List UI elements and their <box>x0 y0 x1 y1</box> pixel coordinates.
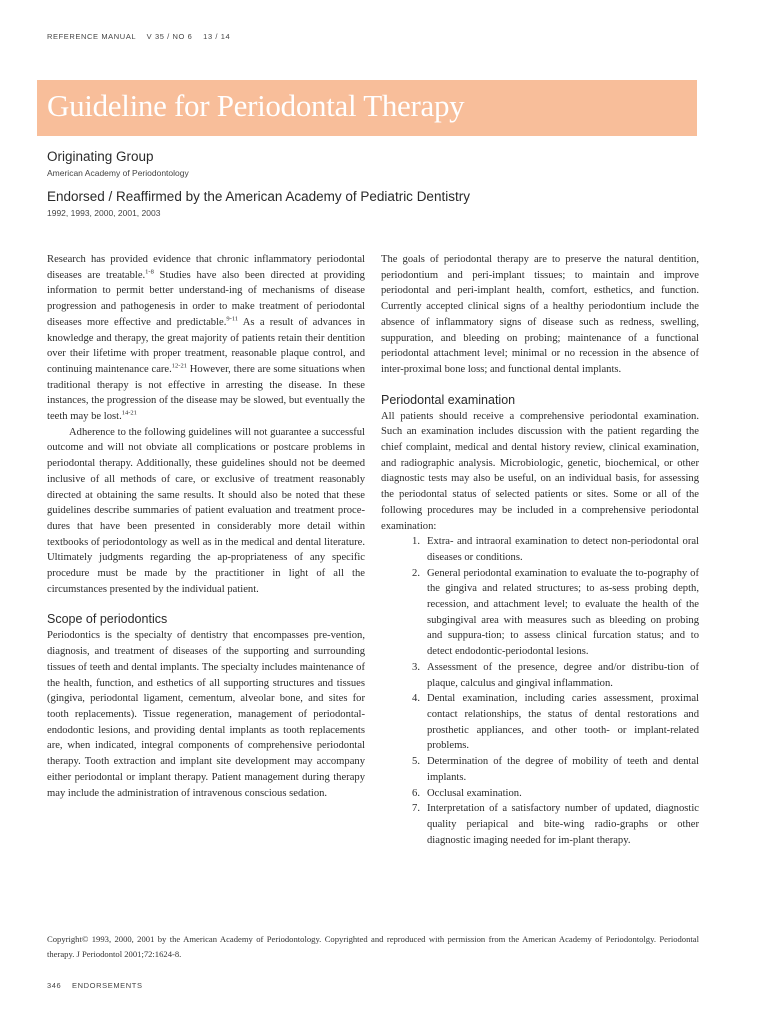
list-item: 2. General periodontal examination to evaluate the to-pography of the gingiva and related structures; to as-sess probing depth, recession, and attachment level; to evaluate the health of the subgingival area with measures such as bleeding on probing and suppura-tion; to assess clinical furcation status; and to detect endodontic-periodontal lesions. <box>412 567 699 658</box>
scope-paragraph: Periodontics is the specialty of dentistry that encompasses pre-vention, diagnosis, and treatment of diseases of the supporting and surrounding tissues of teeth and dental implants. The specialty includes maintenance of the health, function, and esthetics of all supporting structures and tissues (gingiva, periodontal ligament, cementum, alveolar bone, and sites for tooth replacements). Tissue regeneration, management of periodontal-endodontic lesions, and providing dental implants as tooth replacements are, when indicated, integral components of comprehensive periodontal therapy. Tooth extraction and implant site development may accompany either periodontal or implant therapy. Patient management during therapy may include the administration of intravenous conscious sedation. <box>47 630 365 799</box>
citation: 14-21 <box>121 409 137 417</box>
intro-paragraph-1: Research has provided evidence that chronic inflammatory periodontal diseases are treatable.$^{1-8}$ Studies have also been directed at providing information to permit better understand-ing of mechanisms of disease progression and pathogenesis in order to make treatment of periodontal diseases more effective and predictable.$^{9-11}$ As a result of advances in knowledge and therapy, the great majority of patients retain their dentition over their lifetime with proper treatment, reasonable plaque control, and continuing maintenance care.$^{12-21}$ However, there are some situations when traditional therapy is not effective in arresting the disease. In these instances, the progression of the disease may be slowed, but eventually the teeth may be lost.$^{14-21}$ <box>47 254 365 423</box>
originating-value: American Academy of Periodontology <box>47 168 189 178</box>
list-item: 3. Assessment of the presence, degree and/or distribu-tion of plaque, calculus and gingival inflammation. <box>412 661 699 689</box>
list-item: 6. Occlusal examination. <box>412 787 522 799</box>
right-column <box>381 252 699 848</box>
list-item: 4. Dental examination, including caries assessment, proximal contact relationships, the status of dental restorations and prosthetic appliances, and other tooth- or implant-related problems. <box>412 693 699 752</box>
left-column <box>47 252 365 801</box>
citation: 9-11 <box>226 315 239 323</box>
goals-paragraph: The goals of periodontal therapy are to preserve the natural dentition, periodontium and peri-implant tissues; to maintain and improve periodontal and peri-implant health, comfort, esthetics, and function. Currently accepted clinical signs of a healthy periodontium include the absence of inflammatory signs of disease such as redness, swelling, suppuration, and bleeding on probing; maintenance of a functional periodontal attachment level; minimal or no recession in the absence of inter-proximal bone loss; and functional dental implants. <box>381 254 699 375</box>
endorsed-years: 1992, 1993, 2000, 2001, 2003 <box>47 208 161 218</box>
procedure-list <box>381 534 699 848</box>
metadata-block <box>47 148 707 228</box>
page-title: Guideline for Periodontal Therapy <box>47 88 465 123</box>
intro-paragraph-2: Adherence to the following guidelines will not guarantee a successful outcome and will not obviate all complications or postcare problems in periodontal therapy. Additionally, these guidelines should not be deemed inclusive of all methods of care, or exclusive of treatment reasonably directed at obtaining the same results. It should also be noted that these guidelines describe summaries of patient evaluation and treatment proce-dures that have been presented in considerably more detail within textbooks of periodontology as well as in the medical and dental literature. Ultimately judgments regarding the ap-propriateness of any specific procedure must be made by the practitioner in light of all the circumstances presented by the individual patient. <box>47 426 365 595</box>
citation: 12-21 <box>171 362 187 370</box>
exam-heading: Periodontal examination <box>381 392 516 407</box>
list-item: 1. Extra- and intraoral examination to detect non-periodontal oral diseases or conditions. <box>412 536 699 563</box>
list-item: 5. Determination of the degree of mobility of teeth and dental implants. <box>412 756 699 783</box>
running-header: REFERENCE MANUAL V 35 / NO 6 13 / 14 <box>47 32 231 41</box>
title-band <box>37 80 697 136</box>
list-item: 7. Interpretation of a satisfactory number of updated, diagnostic quality periapical and bite-wing radio-graphs or other diagnostic imaging needed for im-plant therapy. <box>412 803 699 846</box>
copyright-notice: Copyright© 1993, 2000, 2001 by the American Academy of Periodontology. Copyrighted and reproduced with permission from the American Academy of Periodontolgy. Periodontal therapy. J Periodontol 2001;72:1624-8. <box>47 934 699 959</box>
endorsed-heading: Endorsed / Reaffirmed by the American Academy of Pediatric Dentistry <box>47 189 470 204</box>
originating-heading: Originating Group <box>47 149 154 164</box>
scope-heading: Scope of periodontics <box>47 612 168 627</box>
citation: 1-8 <box>145 268 154 276</box>
exam-paragraph: All patients should receive a comprehensive periodontal examination. Such an examination includes discussion with the patient regarding the chief complaint, medical and dental history review, clinical examination, and radiographic analysis. Microbiologic, genetic, biochemical, or other diagnostic tests may also be useful, on an individual basis, for assessing the periodontal status of selected patients or sites. Some or all of the following procedures may be included in a comprehensive periodontal examination: <box>381 410 699 532</box>
page-footer: 346 ENDORSEMENTS <box>47 981 143 990</box>
